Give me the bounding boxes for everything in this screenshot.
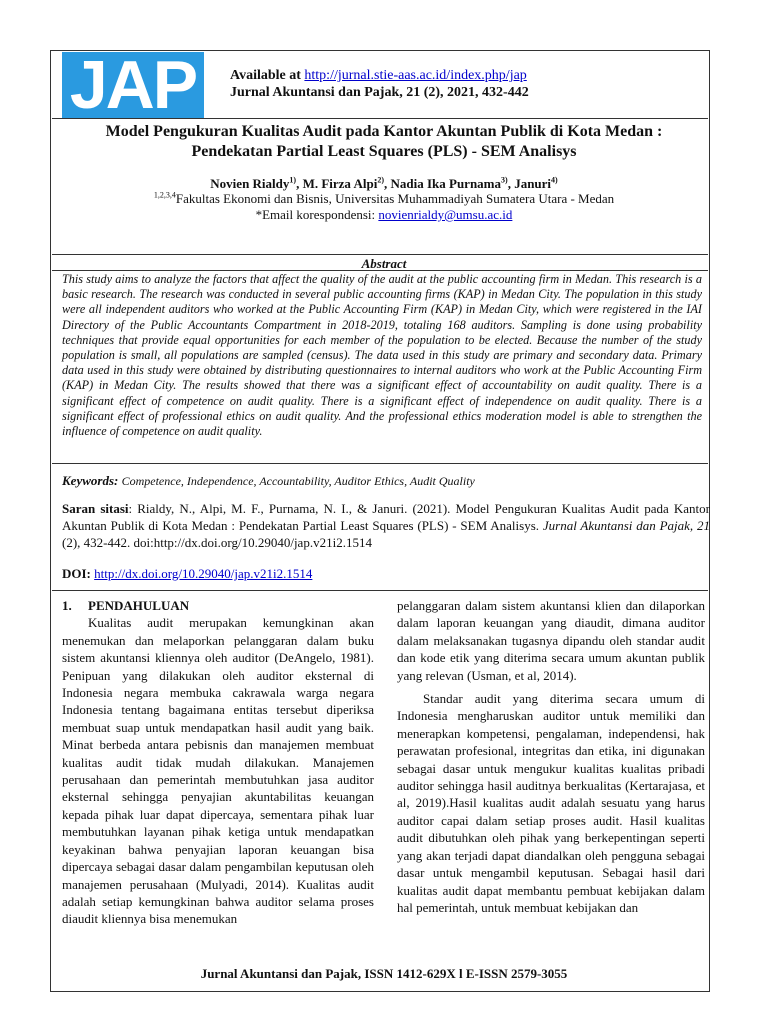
email-label: *Email korespondensi:	[255, 207, 376, 222]
doi-label: DOI:	[62, 566, 91, 581]
body-left-column	[62, 597, 374, 928]
journal-citation: Jurnal Akuntansi dan Pajak, 21 (2), 2021, 432-442	[230, 85, 529, 100]
page-footer: Jurnal Akuntansi dan Pajak, ISSN 1412-629X l E-ISSN 2579-3055	[200, 966, 568, 981]
jap-logo	[62, 47, 204, 123]
author-sup: 2)	[377, 175, 384, 185]
section-title: PENDAHULUAN	[88, 598, 190, 613]
author-name: M. Firza Alpi	[302, 176, 378, 191]
corresponding-email	[56, 207, 712, 223]
affiliation	[56, 191, 712, 207]
affiliation-text: Fakultas Ekonomi dan Bisnis, Universitas Muhammadiyah Sumatera Utara - Medan	[175, 191, 615, 206]
keywords-label: Keywords:	[62, 473, 119, 488]
title-line-1: Model Pengukuran Kualitas Audit pada Kantor Akuntan Publik di Kota Medan :	[105, 123, 663, 140]
email-link[interactable]: novienrialdy@umsu.ac.id	[378, 207, 513, 222]
keywords	[62, 473, 702, 489]
available-at-line	[230, 68, 527, 84]
abstract-text: This study aims to analyze the factors that affect the quality of the audit at the public accounting firm in Medan. This research is a basic research. The research was conducted in several public accounting firms (KAP) in Medan City. The population in this study were all independent auditors who worked at the Public Accounting Firm (KAP) in Medan City, which were registered in the IAI Directory of the Public Accountants Compartment in 2018-2019, totaling 168 auditors. Sampling is done using probability techniques that provide equal opportunities for each member of the population to be elected. Because the number of the study population is small, all populations are sampled (census). The data used in this study are primary and secondary data. Primary data used in this study were obtained by distributing questionnaires to internal auditors who work at the Public Accounting Firm (KAP) in Medan City. The results showed that there was a significant effect of accountability on audit quality. There is a significant effect of competence on audit quality. There is a significant effect of independence on audit quality. There is a significant effect of professional ethics on audit quality. And the professional ethics moderation model is able to strengthen the influence of competence on audit quality.	[62, 272, 702, 439]
article-title	[56, 122, 712, 162]
section-heading	[62, 597, 374, 614]
available-label: Available at	[230, 68, 301, 83]
journal-url-link[interactable]: http://jurnal.stie-aas.ac.id/index.php/jap	[304, 68, 527, 83]
affiliation-sup: 1,2,3,4	[153, 190, 176, 200]
author-sup: 3)	[501, 175, 508, 185]
citation-text: : Rialdy, N., Alpi, M. F., Purnama, N. I., & Januri. (2021). Model Pengukuran Kualitas Audit pada Kantor Akuntan Publik di Kota Medan : Pendekatan Partial Least Squares (PLS) - SEM Analisys.	[62, 501, 710, 533]
body-top-rule	[52, 590, 708, 591]
citation-journal: Jurnal Akuntansi dan Pajak, 21	[542, 518, 710, 533]
body-right-column	[397, 597, 705, 916]
author-sep: ,	[507, 176, 515, 191]
section-number: 1.	[62, 598, 72, 613]
suggested-citation	[62, 500, 710, 551]
body-paragraph: Kualitas audit merupakan kemungkinan akan menemukan dan melaporkan pelanggaran dalam buku sistem akuntansi kliennya oleh auditor (DeAngelo, 1981). Penipuan yang dilakukan oleh auditor eksternal di Indonesia negara membuka cakrawala warga negara Indonesia tentang bagaimana entitas tersebut diperiksa membuat suap untuk mendapatkan hasil audit yang baik. Minat berbeda antara pebisnis dan manajemen membuat kualitas audit tidak mudah dilakukan. Manajemen perusahaan dan pemerintah membutuhkan jasa auditor eksternal sehingga penyajian akuntabilitas keuangan kepada pihak luar dapat dipercaya, sementara pihak luar membutuhkan layanan pihak ketiga untuk mendapatkan keyakinan bahwa penyajian laporan keuangan bisa dipercaya sebagai dasar dalam pengambilan keputusan oleh manajemen perusahaan (Mulyadi, 2014). Kualitas audit adalah setiap kemungkinan bahwa auditor selama proses diaudit kliennya bisa menemukan	[62, 615, 374, 927]
title-line-2: Pendekatan Partial Least Squares (PLS) - SEM Analisys	[191, 143, 577, 160]
abstract-head-rule	[52, 270, 708, 271]
author-sep: ,	[383, 176, 391, 191]
author-sep: ,	[296, 176, 303, 191]
author-name: Januri	[514, 176, 552, 191]
header-divider	[52, 118, 708, 119]
keywords-text: Competence, Independence, Accountability, Auditor Ethics, Audit Quality	[121, 474, 475, 488]
doi-link[interactable]: http://dx.doi.org/10.29040/jap.v21i2.1514	[94, 566, 313, 581]
body-paragraph: Standar audit yang diterima secara umum di Indonesia mengharuskan auditor untuk memiliki dan menerapkan kompetensi, pengalaman, independensi, hak perawatan profesional, integritas dan etika, ini digunakan sebagai dasar untuk mengukur kualitas kualitas pribadi auditor sehingga hasil auditnya berkualitas (Kertarajasa, et al, 2019).Hasil kualitas audit adalah sesuatu yang harus auditor capai dalam setiap proses audit. Hasil kualitas audit dibutuhkan oleh pihak yang berkepentingan seperti yang akan terjadi dapat diandalkan oleh pengguna sebagai dasar untuk mengambil keputusan. Sebagai hasil dari kualitas audit dapat membantu pembuat kebijakan dalam hal pemerintah, untuk membuat kebijakan dan	[397, 691, 705, 915]
author-name: Novien Rialdy	[210, 176, 290, 191]
jap-logo-text: JAP	[69, 47, 197, 123]
author-sup: 4)	[551, 175, 558, 185]
abstract-heading: Abstract	[361, 256, 407, 271]
doi-line	[62, 566, 312, 582]
body-paragraph: pelanggaran dalam sistem akuntansi klien dan dilaporkan dalam laporan keuangan yang diaudit, dimana auditor dalam melaksanakan tugasnya dipandu oleh standar audit dan kode etik yang diterima secara umum akuntan publik yang relevan (Usman, et al, 2014).	[397, 598, 705, 683]
author-sup: 1)	[289, 175, 297, 185]
author-list	[56, 176, 712, 192]
citation-label: Saran sitasi	[62, 501, 129, 516]
abstract-bottom-rule	[52, 463, 708, 464]
citation-text-end: (2), 432-442. doi:http://dx.doi.org/10.29040/jap.v21i2.1514	[62, 535, 372, 550]
author-name: Nadia Ika Purnama	[390, 176, 502, 191]
abstract-top-rule	[52, 254, 708, 255]
